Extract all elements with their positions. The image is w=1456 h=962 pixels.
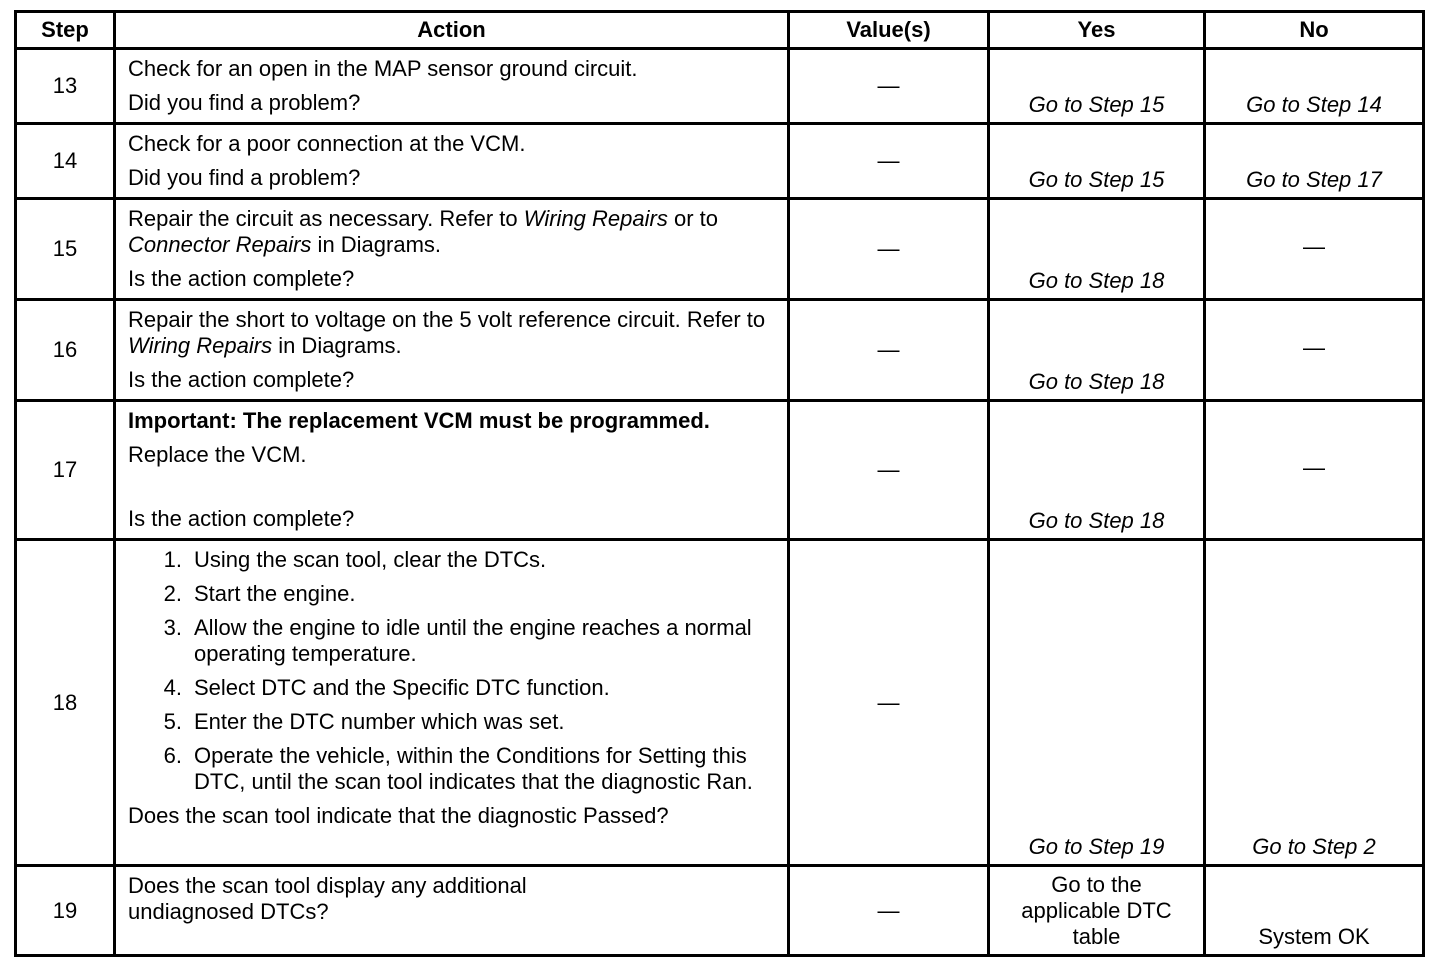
list-item bbox=[128, 615, 777, 667]
important-note bbox=[128, 408, 777, 434]
action-text: Does the scan tool display any additional undiagnosed DTCs? bbox=[128, 873, 527, 924]
step-number: 19 bbox=[16, 866, 115, 956]
list-item-text: Allow the engine to idle until the engine reaches a normal operating temperature. bbox=[194, 615, 752, 666]
list-item-number: 4. bbox=[163, 675, 182, 700]
no-cell: Go to Step 17 bbox=[1205, 124, 1424, 199]
list-item-number: 1. bbox=[163, 547, 182, 572]
value-cell: — bbox=[789, 49, 989, 124]
table-row bbox=[16, 300, 1424, 401]
table-row bbox=[16, 866, 1424, 956]
list-item-number: 6. bbox=[163, 743, 182, 768]
list-item-number: 5. bbox=[163, 709, 182, 734]
action-text-part: in Diagrams. bbox=[311, 232, 442, 257]
list-item bbox=[128, 709, 777, 735]
no-cell: Go to Step 2 bbox=[1205, 540, 1424, 866]
action-cell bbox=[115, 124, 789, 199]
action-cell bbox=[115, 199, 789, 300]
step-number: 16 bbox=[16, 300, 115, 401]
action-question: Is the action complete? bbox=[128, 367, 355, 392]
action-text: Replace the VCM. bbox=[128, 442, 307, 467]
procedure-list bbox=[128, 547, 777, 795]
table-row bbox=[16, 199, 1424, 300]
action-cell bbox=[115, 49, 789, 124]
action-text bbox=[128, 206, 777, 258]
action-cell bbox=[115, 540, 789, 866]
list-item bbox=[128, 675, 777, 701]
list-item-text: Using the scan tool, clear the DTCs. bbox=[194, 547, 547, 572]
table-row bbox=[16, 401, 1424, 540]
table-row bbox=[16, 540, 1424, 866]
yes-cell: Go to Step 18 bbox=[989, 401, 1205, 540]
list-item-text: Enter the DTC number which was set. bbox=[194, 709, 565, 734]
action-text-part: or to bbox=[667, 206, 718, 231]
yes-cell: Go to Step 15 bbox=[989, 124, 1205, 199]
list-item-text: Select DTC and the Specific DTC function. bbox=[194, 675, 610, 700]
list-item-text: Operate the vehicle, within the Conditions for Setting this DTC, until the scan tool indicates that the diagnostic Ran. bbox=[194, 743, 753, 794]
header-step: Step bbox=[16, 12, 115, 49]
list-item-number: 2. bbox=[163, 581, 182, 606]
action-text-part: Repair the short to voltage on the 5 volt reference circuit. Refer to bbox=[128, 307, 766, 332]
header-values: Value(s) bbox=[789, 12, 989, 49]
yes-cell: Go to Step 18 bbox=[989, 300, 1205, 401]
step-number: 18 bbox=[16, 540, 115, 866]
yes-cell: Go to Step 15 bbox=[989, 49, 1205, 124]
no-cell: — bbox=[1205, 401, 1424, 540]
action-cell bbox=[115, 300, 789, 401]
diagnostic-table bbox=[14, 10, 1425, 957]
action-question: Is the action complete? bbox=[128, 506, 355, 531]
action-text-part: Repair the circuit as necessary. Refer to bbox=[128, 206, 524, 231]
list-item bbox=[128, 743, 777, 795]
table-row bbox=[16, 124, 1424, 199]
action-cell bbox=[115, 401, 789, 540]
action-text-part: in Diagrams. bbox=[272, 333, 402, 358]
action-question: Did you find a problem? bbox=[128, 90, 361, 115]
header-yes: Yes bbox=[989, 12, 1205, 49]
action-text: Check for a poor connection at the VCM. bbox=[128, 131, 526, 156]
step-number: 13 bbox=[16, 49, 115, 124]
step-number: 14 bbox=[16, 124, 115, 199]
action-question: Does the scan tool indicate that the diagnostic Passed? bbox=[128, 803, 669, 828]
no-cell: System OK bbox=[1205, 866, 1424, 956]
no-cell: — bbox=[1205, 300, 1424, 401]
list-item-text: Start the engine. bbox=[194, 581, 356, 606]
value-cell: — bbox=[789, 300, 989, 401]
header-no: No bbox=[1205, 12, 1424, 49]
no-cell: Go to Step 14 bbox=[1205, 49, 1424, 124]
yes-cell: Go to Step 18 bbox=[989, 199, 1205, 300]
value-cell: — bbox=[789, 401, 989, 540]
list-item bbox=[128, 581, 777, 607]
important-label: Important: bbox=[128, 408, 237, 433]
value-cell: — bbox=[789, 540, 989, 866]
value-cell: — bbox=[789, 199, 989, 300]
action-question: Is the action complete? bbox=[128, 266, 355, 291]
value-cell: — bbox=[789, 124, 989, 199]
value-cell: — bbox=[789, 866, 989, 956]
action-text bbox=[128, 307, 777, 359]
yes-cell: Go to the applicable DTC table bbox=[989, 866, 1205, 956]
header-row bbox=[16, 12, 1424, 49]
action-text: Check for an open in the MAP sensor ground circuit. bbox=[128, 56, 638, 81]
wiring-repairs-ref: Wiring Repairs bbox=[128, 333, 273, 358]
table-row bbox=[16, 49, 1424, 124]
step-number: 17 bbox=[16, 401, 115, 540]
yes-cell: Go to Step 19 bbox=[989, 540, 1205, 866]
action-cell bbox=[115, 866, 789, 956]
important-text: The replacement VCM must be programmed. bbox=[236, 408, 710, 433]
list-item-number: 3. bbox=[163, 615, 182, 640]
no-cell: — bbox=[1205, 199, 1424, 300]
list-item bbox=[128, 547, 777, 573]
action-question: Did you find a problem? bbox=[128, 165, 361, 190]
step-number: 15 bbox=[16, 199, 115, 300]
wiring-repairs-ref: Wiring Repairs bbox=[523, 206, 668, 231]
header-action: Action bbox=[115, 12, 789, 49]
connector-repairs-ref: Connector Repairs bbox=[128, 232, 312, 257]
